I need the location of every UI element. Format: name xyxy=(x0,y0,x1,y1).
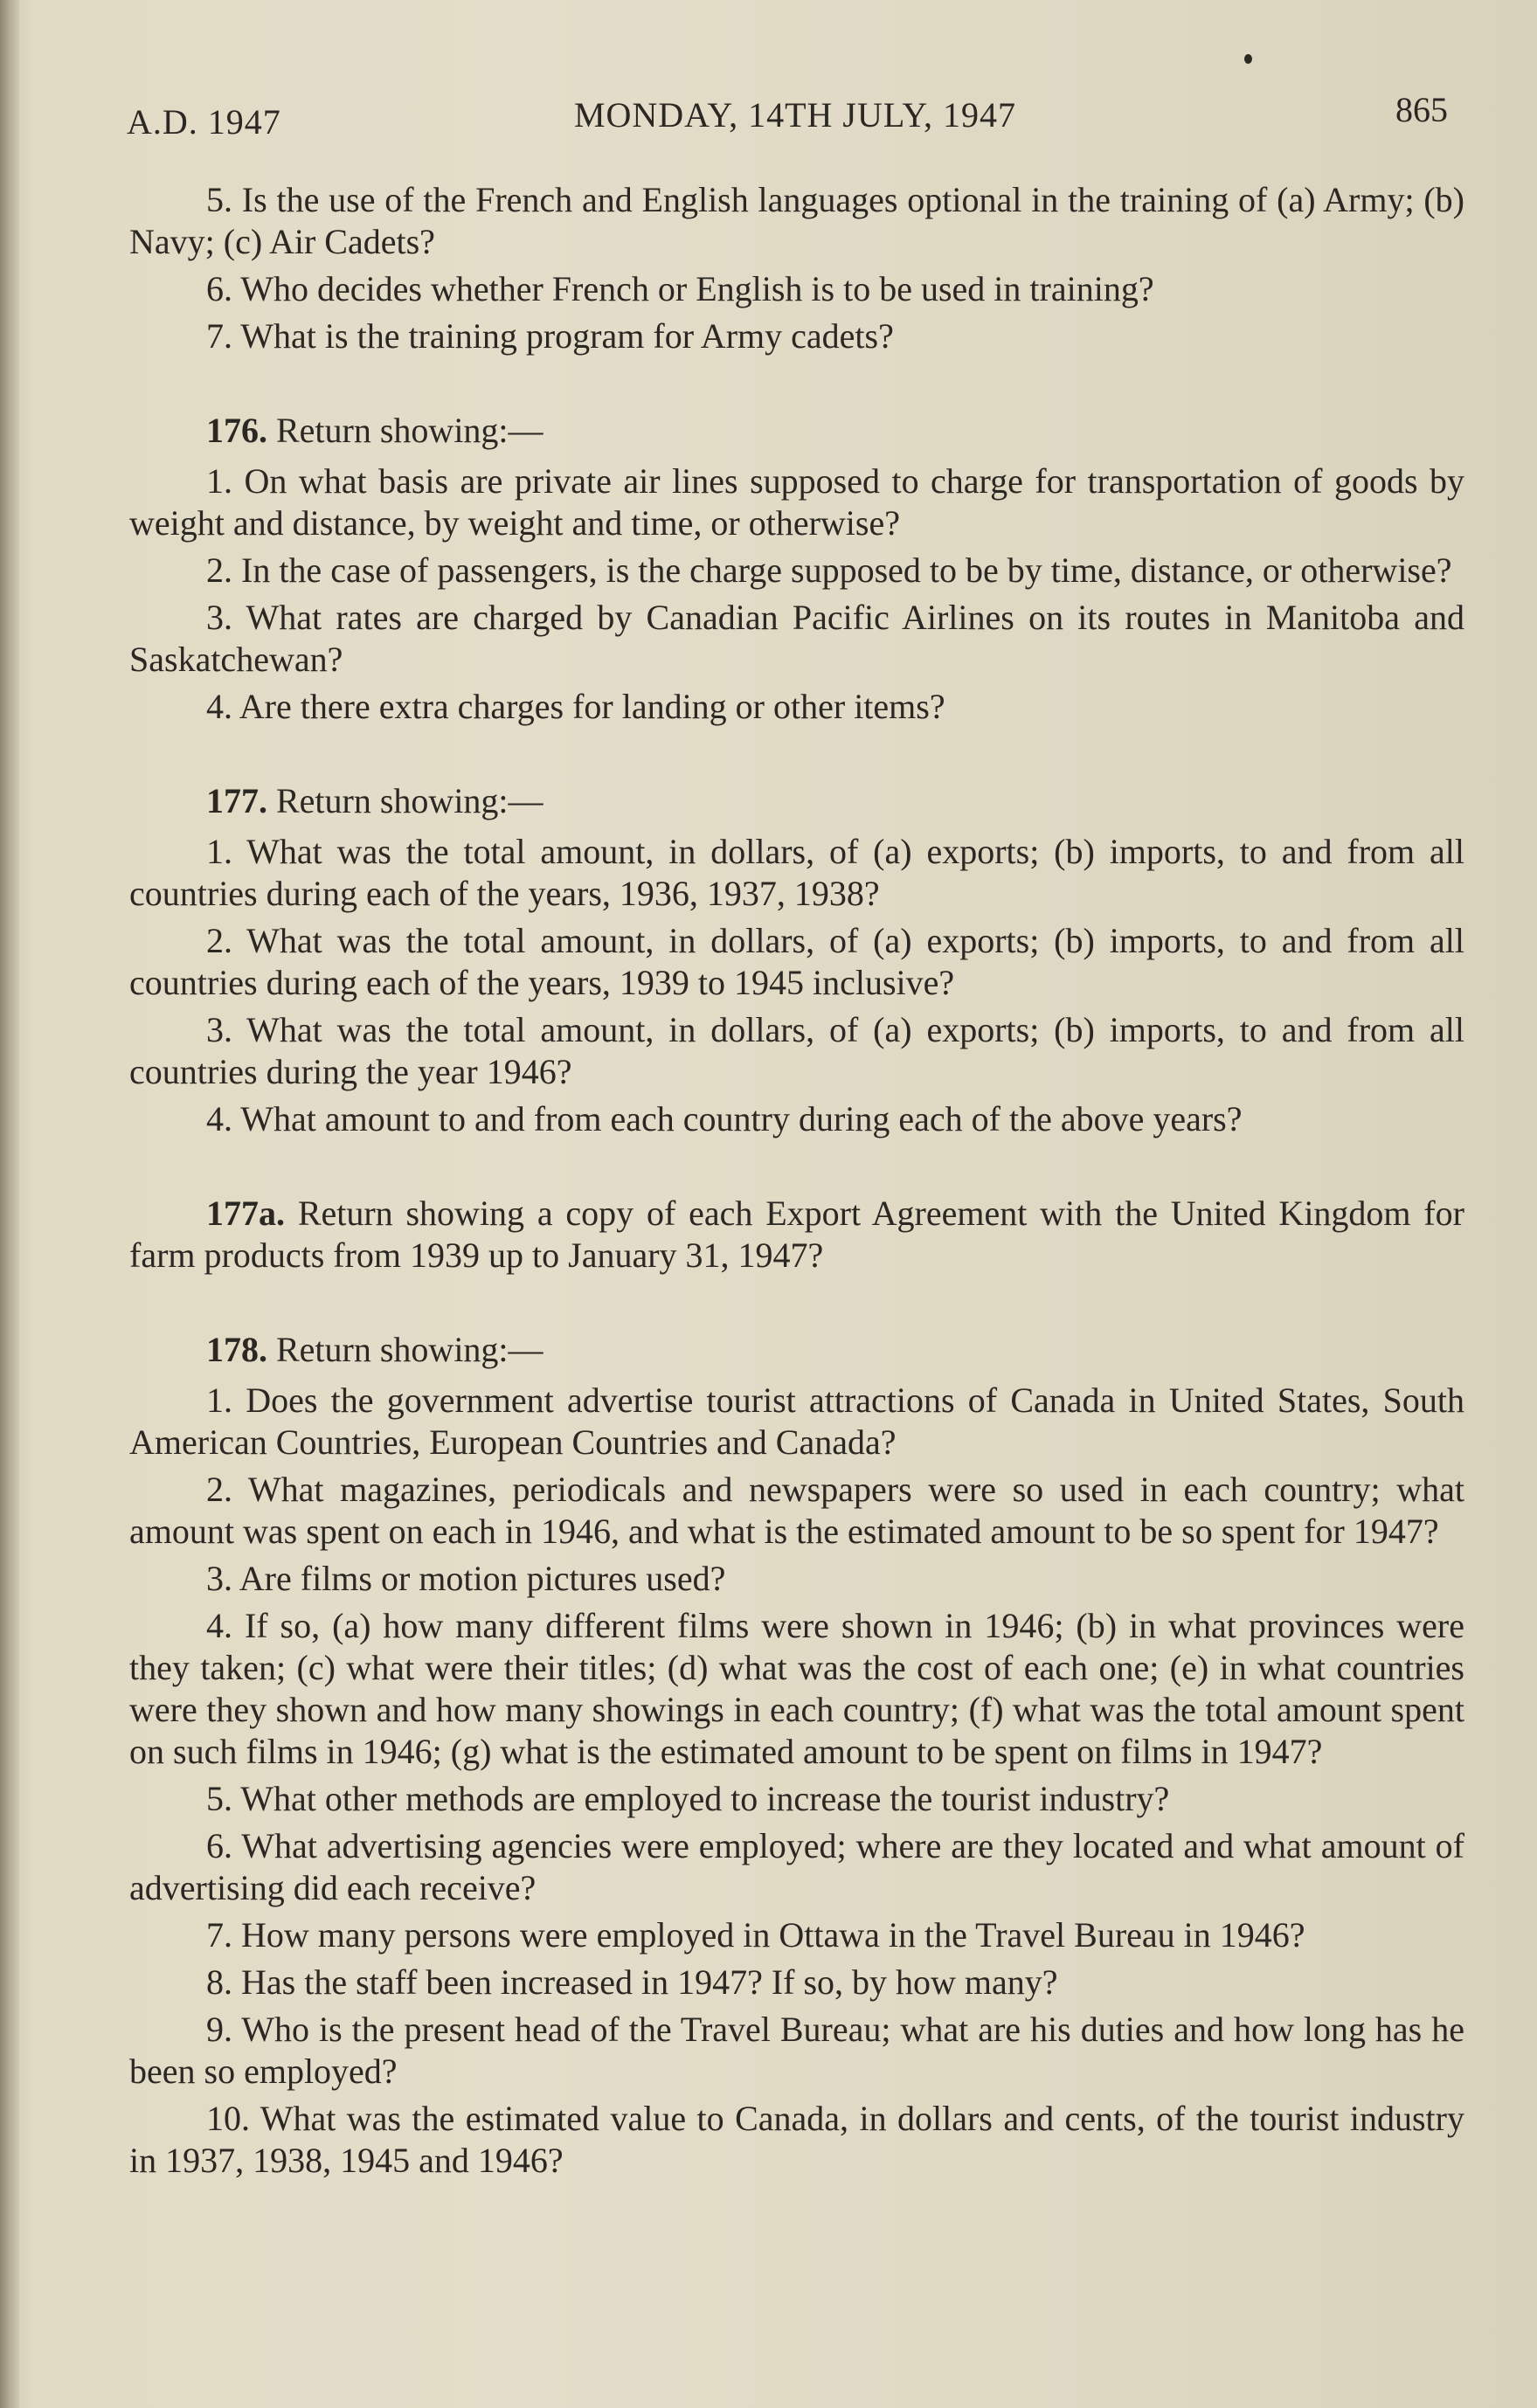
question-paragraph: 2. What was the total amount, in dollars, of (a) exports; (b) imports, to and from all countries during each of the years, 1939 to 1945 inclusive? xyxy=(129,921,1464,1002)
return-number: 176. xyxy=(206,411,267,450)
return-heading-text: Return showing:— xyxy=(276,1330,543,1369)
question-paragraph: 2. What magazines, periodicals and newspapers were so used in each country; what amount was spent on each in 1946, and what is the estimated amount to be so spent for 1947? xyxy=(129,1470,1464,1551)
page-number: 865 xyxy=(1395,90,1448,129)
question-paragraph: 7. What is the training program for Army cadets? xyxy=(206,316,894,356)
question-paragraph: 1. On what basis are private air lines supposed to charge for transportation of goods by weight and distance, by weight and time, or otherwise? xyxy=(129,461,1464,543)
question-paragraph: 4. If so, (a) how many different films were shown in 1946; (b) in what provinces were they taken; (c) what were their titles; (d) what was the cost of each one; (e) in what countries were they shown and how many showings in each country; (f) what was the total amount spent on such films in 1946; (g) what is the estimated amount to be spent on films in 1947? xyxy=(129,1606,1464,1771)
header-year: A.D. 1947 xyxy=(127,102,281,142)
return-number: 178. xyxy=(206,1330,267,1369)
ink-dot-mark xyxy=(1244,54,1252,64)
question-paragraph: 5. Is the use of the French and English languages optional in the training of (a) Army; (b) Navy; (c) Air Cadets? xyxy=(129,180,1464,261)
question-paragraph: 8. Has the staff been increased in 1947? If so, by how many? xyxy=(206,1962,1058,2002)
return-176-heading xyxy=(206,410,1464,452)
return-number: 177. xyxy=(206,781,267,820)
question-paragraph: 6. What advertising agencies were employed; where are they located and what amount of advertising did each receive? xyxy=(129,1826,1464,1907)
question-paragraph: 3. What was the total amount, in dollars, of (a) exports; (b) imports, to and from all countries during the year 1946? xyxy=(129,1010,1464,1091)
question-paragraph: 7. How many persons were employed in Ottawa in the Travel Bureau in 1946? xyxy=(206,1915,1305,1955)
question-paragraph: 3. Are films or motion pictures used? xyxy=(206,1559,726,1598)
return-heading-text: Return showing a copy of each Export Agreement with the United Kingdom for farm products from 1939 up to January 31, 1947? xyxy=(129,1194,1464,1275)
page-header xyxy=(122,90,1450,142)
return-heading-text: Return showing:— xyxy=(276,781,543,820)
question-paragraph: 3. What rates are charged by Canadian Pacific Airlines on its routes in Manitoba and Saskatchewan? xyxy=(129,598,1464,679)
header-date: MONDAY, 14TH JULY, 1947 xyxy=(573,95,1017,135)
return-heading-text: Return showing:— xyxy=(276,411,543,450)
question-paragraph: 4. Are there extra charges for landing or other items? xyxy=(206,687,945,726)
return-number: 177a. xyxy=(206,1194,285,1233)
question-paragraph: 6. Who decides whether French or English is to be used in training? xyxy=(206,269,1154,308)
question-paragraph: 10. What was the estimated value to Canada, in dollars and cents, of the tourist industry in 1937, 1938, 1945 and 1946? xyxy=(129,2099,1464,2180)
question-paragraph: 1. Does the government advertise tourist attractions of Canada in United States, South American Countries, European Countries and Canada? xyxy=(129,1380,1464,1462)
book-binding-edge xyxy=(0,0,19,2408)
question-paragraph: 5. What other methods are employed to increase the tourist industry? xyxy=(206,1779,1170,1818)
return-177a-paragraph xyxy=(129,1193,1464,1277)
return-177-heading xyxy=(206,780,1464,822)
question-paragraph: 1. What was the total amount, in dollars, of (a) exports; (b) imports, to and from all countries during each of the years, 1936, 1937, 1938? xyxy=(129,832,1464,913)
return-178-heading xyxy=(206,1329,1464,1371)
question-paragraph: 9. Who is the present head of the Travel Bureau; what are his duties and how long has he been so employed? xyxy=(129,2010,1464,2091)
document-body xyxy=(129,179,1464,2187)
question-paragraph: 4. What amount to and from each country during each of the above years? xyxy=(206,1099,1243,1138)
question-paragraph: 2. In the case of passengers, is the charge supposed to be by time, distance, or otherwise? xyxy=(206,550,1452,590)
